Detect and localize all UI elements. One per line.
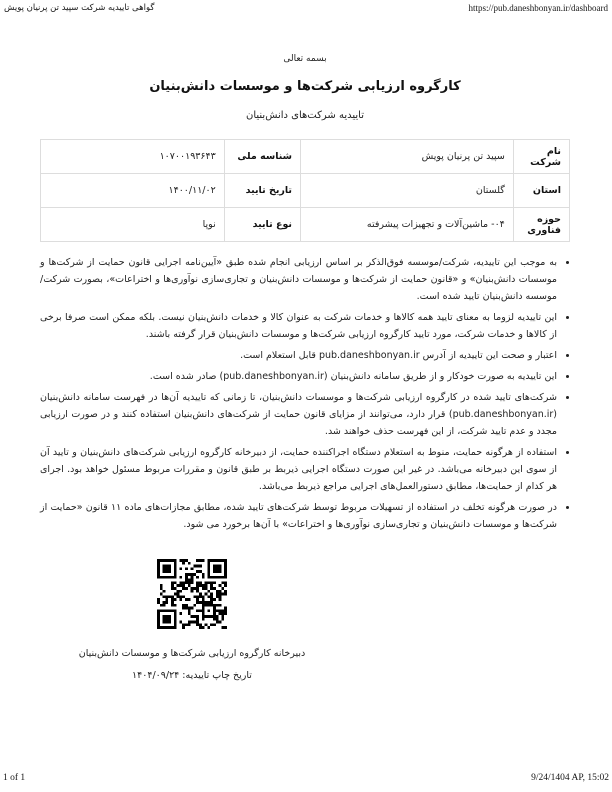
- qr-code: [157, 559, 227, 629]
- note-item: • استفاده از هرگونه حمایت، منوط به استعلام دستگاه اجراکننده حمایت، از دبیرخانه کارگروه ارزیابی شرکت‌های دانش‌بنیان و تایید آن از سوی این دبیرخانه می‌باشد. در غیر این صورت دستگاه اجرایی ذیربط بر طبق قانون و مقررات مربوط مسئول خواهد بود. اجرای هر کدام از حمایت‌ها، مطابق دستورالعمل‌های اجرایی مراجع ذیربط می‌باشد.: [40, 444, 557, 495]
- verification-block: [42, 559, 342, 681]
- note-item: • این تاییدیه لزوما به معنای تایید همه کالاها و خدمات شرکت به عنوان کالا و خدمات دانش‌بنیان نیست. بلکه ممکن است صرفا برخی از کالاها و خدمات شرکت، مورد تایید کارگروه ارزیابی شرکت‌ها و موسسات دانش‌بنیان قرار گرفته باشند.: [40, 309, 557, 343]
- approval-date-value: ۱۴۰۰/۱۱/۰۲: [41, 174, 225, 208]
- approval-date-label: تاریخ تایید: [224, 174, 300, 208]
- note-item: • شرکت‌های تایید شده در کارگروه ارزیابی شرکت‌ها و موسسات دانش‌بنیان، تا زمانی که تاییدیه آن‌ها در فهرست سامانه دانش‌بنیان (pub.daneshbonyan.ir) قرار دارد، می‌توانند از مزایای قانون حمایت از شرکت‌های دانش‌بنیان استفاده کنند و در صورت ارزیابی مجدد و عدم تایید شرکت، از این فهرست حذف خواهند شد.: [40, 389, 557, 440]
- note-item: • این تاییدیه به صورت خودکار و از طریق سامانه دانش‌بنیان (pub.daneshbonyan.ir) صادر شده است.: [40, 368, 557, 385]
- print-footer-timestamp: 9/24/1404 AP, 15:02: [531, 773, 609, 783]
- bismillah-text: بسمه تعالی: [283, 54, 327, 64]
- table-row-company: [41, 140, 570, 174]
- technology-field-label: حوزه فناوری: [513, 208, 569, 242]
- print-footer-page-count: 1 of 1: [3, 773, 26, 783]
- note-item: • اعتبار و صحت این تاییدیه از آدرس pub.daneshbonyan.ir قابل استعلام است.: [40, 347, 557, 364]
- company-name-label: نام شرکت: [513, 140, 569, 174]
- province-label: استان: [513, 174, 569, 208]
- print-header-url: https://pub.daneshbonyan.ir/dashboard: [468, 3, 608, 13]
- technology-field-value: ۰۴- ماشین‌آلات و تجهیزات پیشرفته: [301, 208, 514, 242]
- note-item: • در صورت هرگونه تخلف در استفاده از تسهیلات مربوط توسط شرکت‌های تایید شده، مطابق مجازات‌های ماده ۱۱ قانون «حمایت از شرکت‌ها و موسسات دانش‌بنیان و تجاری‌سازی نوآوری‌ها و اختراعات» با آن‌ها برخورد می شود.: [40, 499, 557, 533]
- table-row-province: [41, 174, 570, 208]
- print-date-line: تاریخ چاپ تاییدیه: ۱۴۰۴/۰۹/۲۴: [132, 670, 252, 681]
- table-row-technology: [41, 208, 570, 242]
- note-item: • به موجب این تاییدیه، شرکت/موسسه فوق‌الذکر بر اساس ارزیابی انجام شده طبق «آیین‌نامه اجرایی قانون حمایت از شرکت‌ها و موسسات دانش‌بنیان» و «قانون حمایت از شرکت‌ها و موسسات دانش‌بنیان و تجاری‌سازی نوآوری‌ها و اختراعات»، بصورت شرکت/موسسه دانش‌بنیان تایید شده است.: [40, 254, 557, 305]
- certificate-document: [40, 54, 570, 681]
- page-title: کارگروه ارزیابی شرکت‌ها و موسسات دانش‌بنیان: [149, 79, 461, 94]
- national-id-label: شناسه ملی: [224, 140, 300, 174]
- company-info-table: [40, 139, 570, 242]
- approval-type-value: نوپا: [41, 208, 225, 242]
- approval-type-label: نوع تایید: [224, 208, 300, 242]
- page-subtitle: تاییدیه شرکت‌های دانش‌بنیان: [246, 110, 364, 121]
- certificate-notes-list: [40, 254, 570, 533]
- national-id-value: ۱۰۷۰۰۱۹۳۶۴۳: [41, 140, 225, 174]
- secretariat-line: دبیرخانه کارگروه ارزیابی شرکت‌ها و موسسات دانش‌بنیان: [78, 648, 306, 659]
- province-value: گلستان: [301, 174, 514, 208]
- print-header-document-title: گواهی تاییدیه شرکت سپید تن پرنیان پویش: [4, 3, 155, 13]
- company-name-value: سپید تن پرنیان پویش: [301, 140, 514, 174]
